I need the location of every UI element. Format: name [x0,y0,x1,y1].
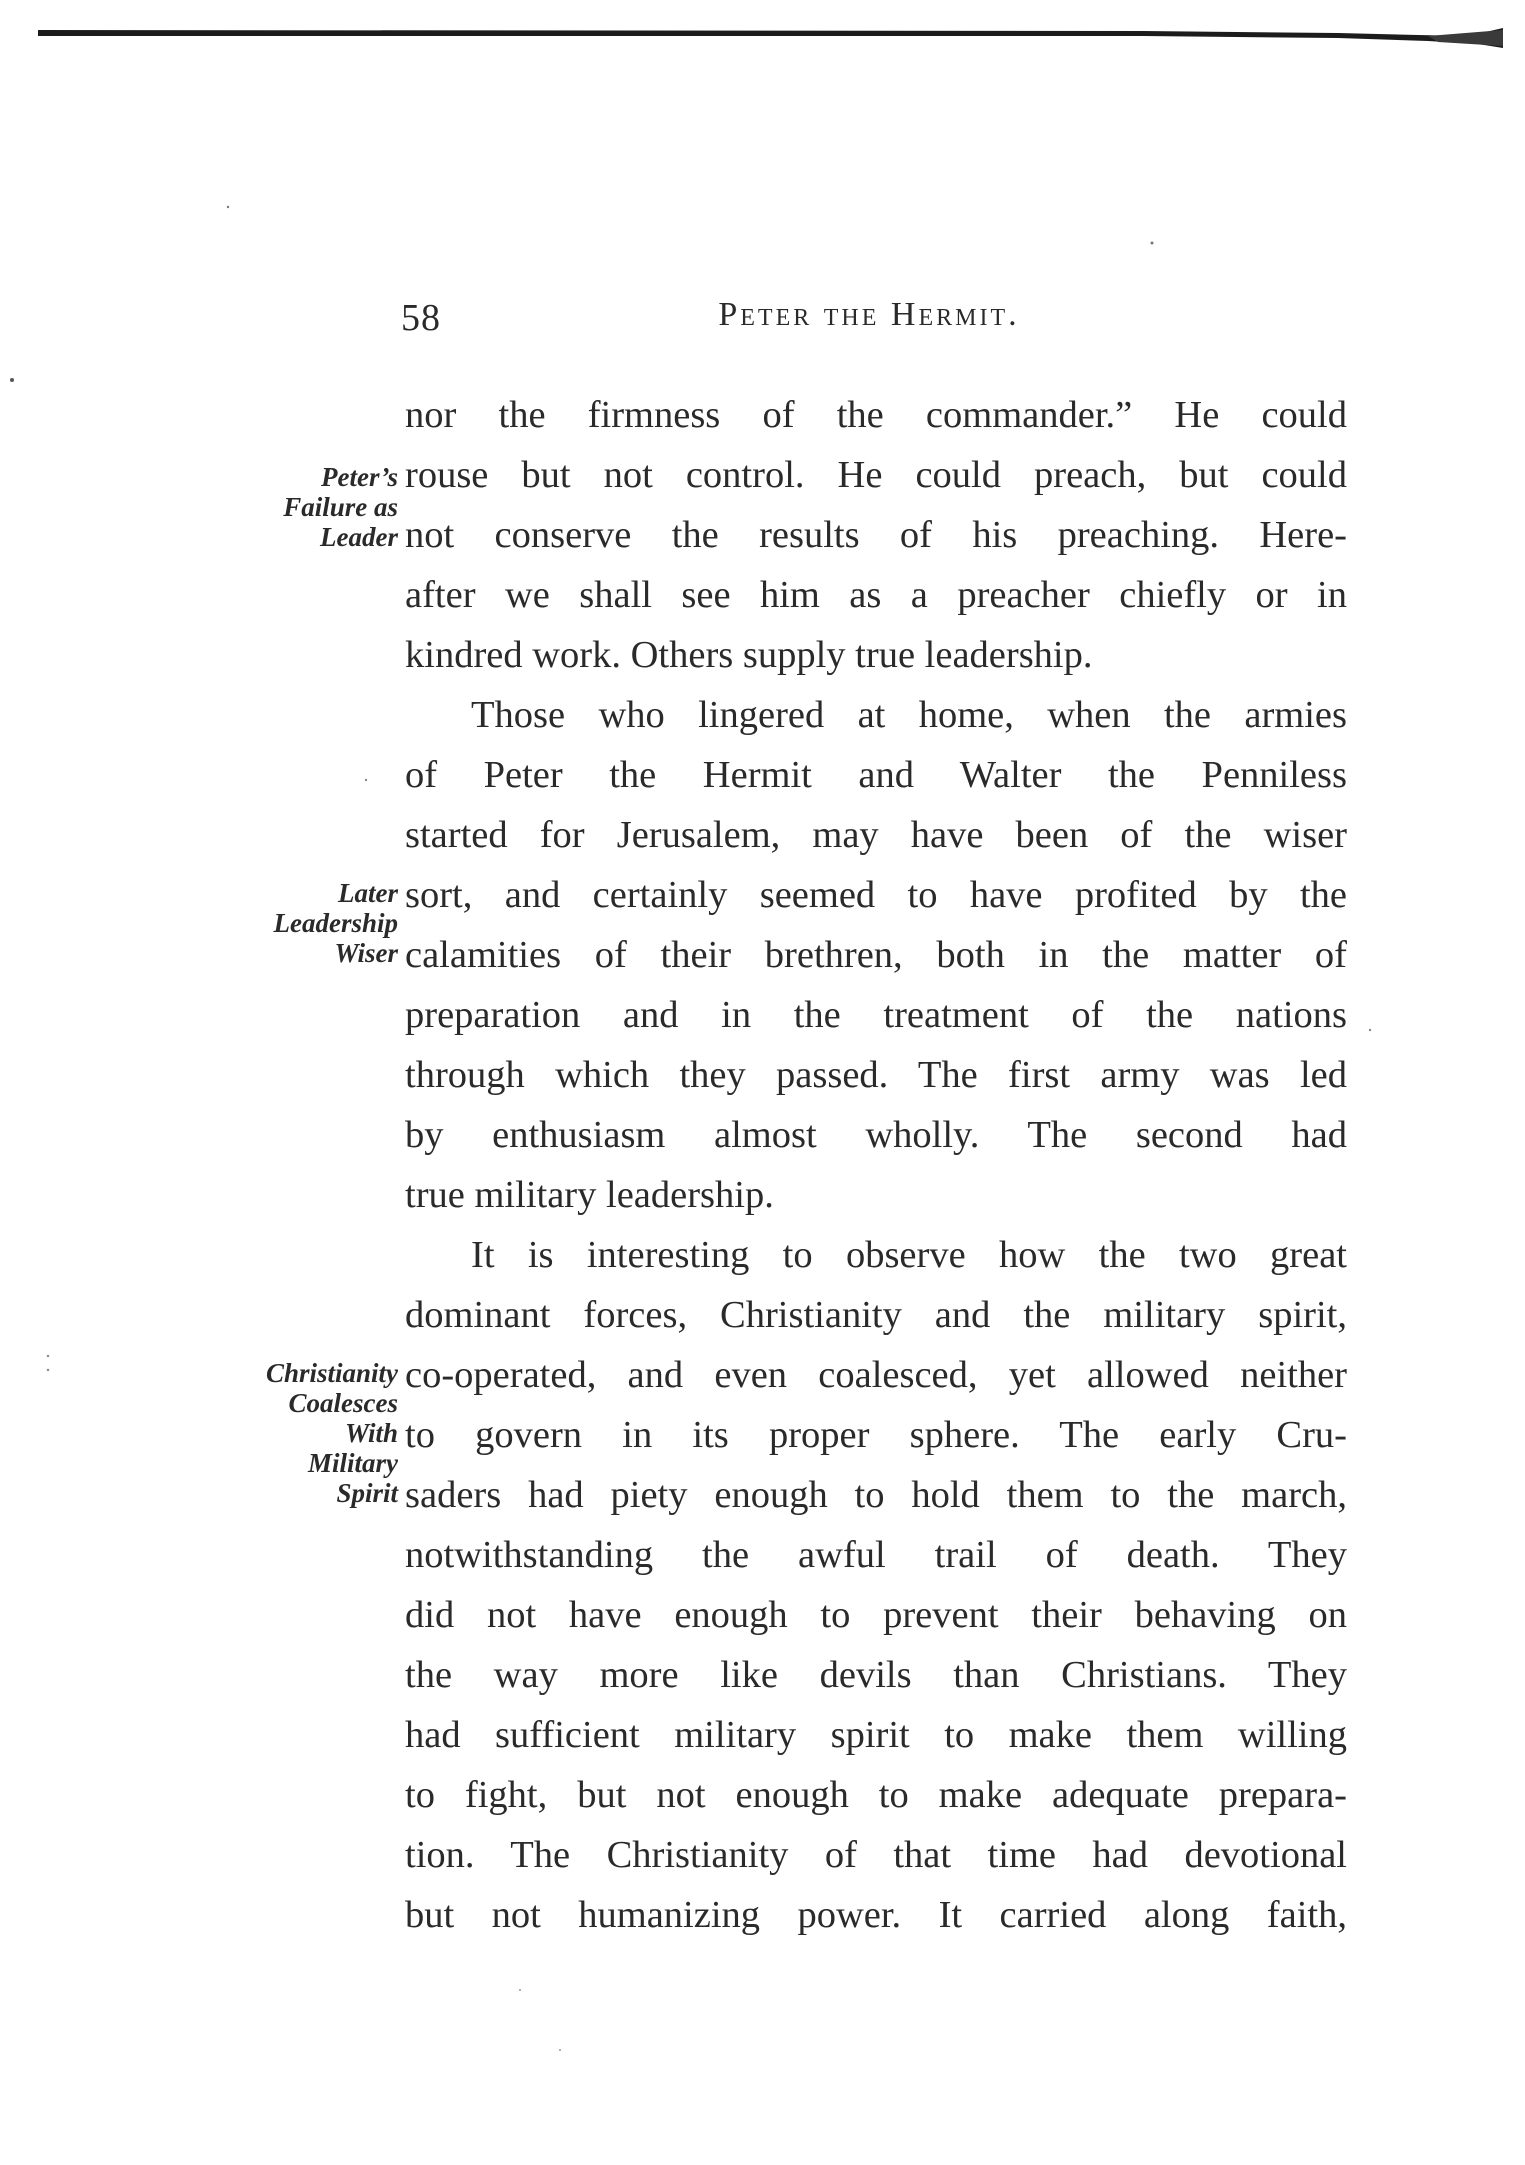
margin-note-line: With [344,1418,398,1448]
text-line: after we shall see him as a preacher chiefly or in [405,574,1347,616]
text-line: co-operated, and even coalesced, yet allowed neither [405,1354,1347,1396]
text-line: not conserve the results of his preaching. Here- [405,514,1347,556]
text-line: tion. The Christianity of that time had devotional [405,1834,1347,1876]
text-line: the way more like devils than Christians. They [405,1654,1347,1696]
text-line: sort, and certainly seemed to have profited by the [405,874,1347,916]
page-number: 58 [401,297,441,339]
text-line: did not have enough to prevent their behaving on [405,1594,1347,1636]
text-line: to govern in its proper sphere. The early Cru- [405,1414,1347,1456]
text-line: preparation and in the treatment of the nations [405,994,1347,1036]
margin-note-line: Leader [320,522,398,552]
text-line: but not humanizing power. It carried along faith, [405,1894,1347,1936]
text-line: had sufficient military spirit to make them willing [405,1714,1347,1756]
body-text [405,385,1347,1945]
top-rule [38,22,1503,52]
margin-note-line: Spirit [336,1478,398,1508]
margin-note-line: Wiser [334,938,398,968]
margin-note-line: Leadership [273,908,398,938]
margin-note-later-leadership [274,878,399,968]
margin-note-line: Coalesces [288,1388,398,1418]
text-line: nor the firmness of the commander.” He could [405,394,1347,436]
margin-note-line: Christianity [265,1358,398,1388]
text-line: It is interesting to observe how the two great [471,1234,1347,1276]
text-line: started for Jerusalem, may have been of the wiser [405,814,1347,856]
text-line: dominant forces, Christianity and the military spirit, [405,1294,1347,1336]
text-line: to fight, but not enough to make adequate prepara- [405,1774,1347,1816]
text-line: Those who lingered at home, when the armies [471,694,1347,736]
text-line: kindred work. Others supply true leadership. [405,634,1093,676]
text-line: by enthusiasm almost wholly. The second had [405,1114,1347,1156]
text-line: calamities of their brethren, both in the matter of [405,934,1347,976]
running-title: Peter the Hermit. [718,296,1020,333]
margin-note-line: Military [307,1448,398,1478]
margin-note-line: Failure as [283,492,398,522]
text-line: through which they passed. The first army was led [405,1054,1347,1096]
text-line: rouse but not control. He could preach, but could [405,454,1347,496]
margin-note-line: Peter’s [321,462,398,492]
margin-note-christianity [266,1358,398,1508]
text-line: of Peter the Hermit and Walter the Penniless [405,754,1347,796]
margin-note-line: Later [338,878,398,908]
text-line: notwithstanding the awful trail of death. They [405,1534,1347,1576]
text-line: saders had piety enough to hold them to the march, [405,1474,1347,1516]
margin-note-peters-failure [283,462,398,552]
text-line: true military leadership. [405,1174,774,1216]
page-header [393,290,1345,350]
